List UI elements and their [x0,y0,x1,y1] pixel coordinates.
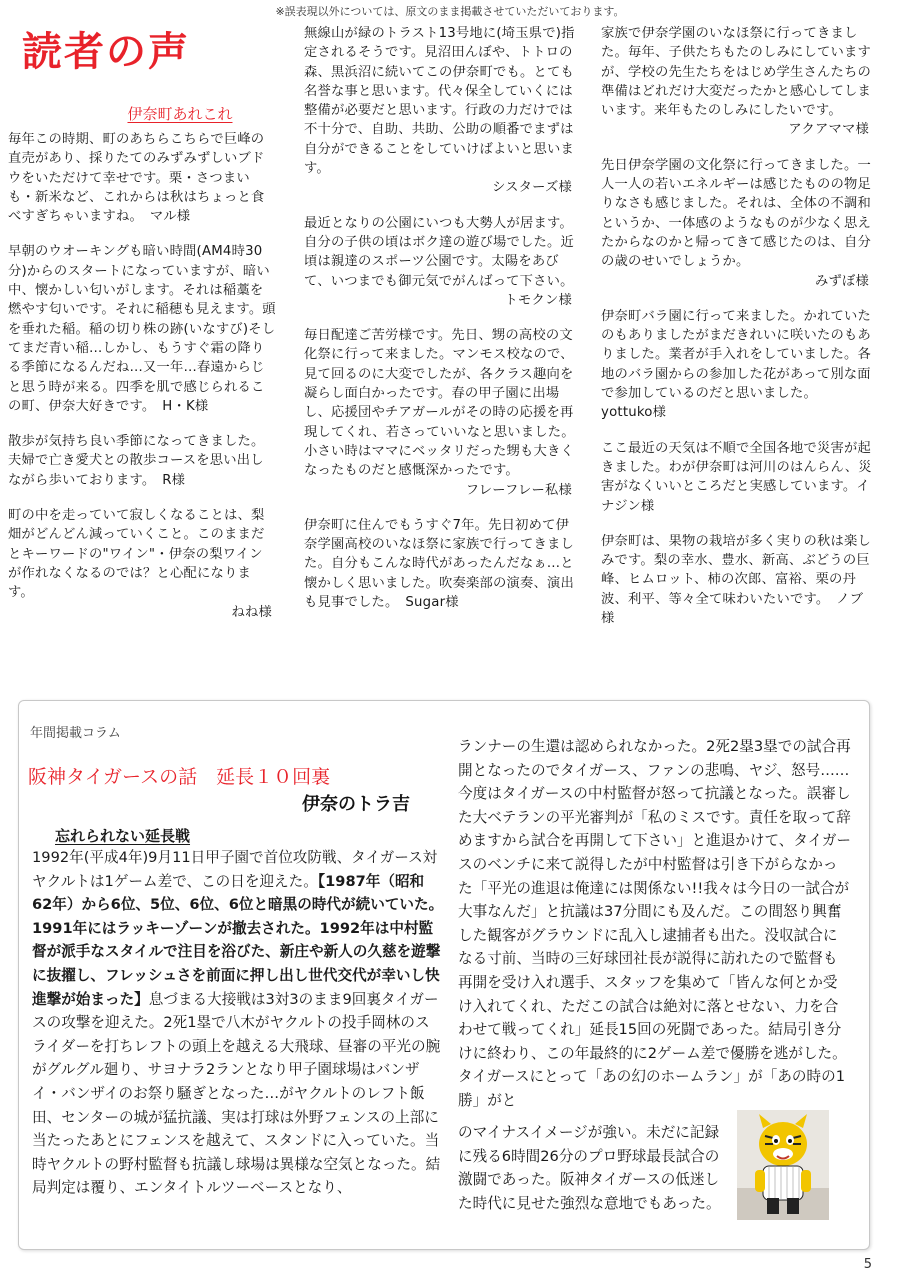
letter-signature: トモクン様 [504,292,572,308]
editorial-notice: ※誤表現以外については、原文のまま掲載させていただいております。 [275,5,625,18]
column-text-bold: 【1987年（昭和62年）から6位、5位、6位、6位と暗黒の時代が続いていた。1991年にはラッキーゾーンが撤去された。1992年は中村監督が派手なスタイルで注目を浴びた、新庄や新人の久慈を遊撃に抜擢し、フレッシュさを前面に押し出し世代交代が幸いし快進撃が始まった】 [32,872,444,1008]
letters-column-1 [8,130,276,638]
column-author: 伊奈のトラ吉 [302,794,410,815]
letter-text: 散歩が気持ち良い季節になってきました。夫婦で亡き愛犬との散歩コースを思い出しながら歩いております。 R様 [8,434,265,488]
letter [601,532,873,628]
column-title: 阪神タイガースの話 延長１０回裏 [28,766,331,788]
letter-text: 先日伊奈学園の文化祭に行ってきました。一人一人の若いエネルギーは感じたものの物足りなさも感じました。それは、全体の不調和というか、一体感のようなものが少なく思えたからなのかと帰ってきて感じたのは、自分の歳のせいでしょうか。 [601,157,871,270]
letters-column-2 [304,24,576,628]
column-box-label: 年間掲載コラム [30,726,121,741]
letter-signature: ねね様 [231,604,272,620]
letter [304,214,576,310]
letter [8,130,276,226]
letters-column-3 [601,24,873,644]
letter-text: 毎日配達ご苦労様です。先日、甥の高校の文化祭に行って来ました。マンモス校なので、見て回るのに大変でしたが、各クラス趣向を凝らし面白かったです。春の甲子園に出場し、応援団やチアガールがその時の応援を再現してくれ、若さっていいなと思いました。小さい時はママにベッタリだった甥も大きくなったものだと感慨深かったです。 [304,328,575,479]
tiger-mascot-photo [737,1110,829,1220]
column-section-heading: 忘れられない延長戦 [55,827,191,845]
letter-text: 家族で伊奈学園のいなほ祭に行ってきました。毎年、子供たちもたのしみにしていますが、学校の先生たちをはじめ学生さんたちの準備はどれだけ大変だったかと感心してしまいます。来年もたのしみにしたいです。 [601,26,871,119]
column-paragraph [32,846,444,1200]
letter [601,307,873,423]
letter-text: 毎年この時期、町のあちらこちらで巨峰の直売があり、採りたてのみずみずしいブドウをいただけて幸せです。栗・さつまいも・新米など、これからは秋はちょっと食べすぎちゃいますね。 マル様 [8,132,265,225]
letter [8,506,276,622]
letter [601,24,873,140]
letter-signature: フレーフレー私様 [465,482,572,498]
letter-text: 伊奈町は、果物の栽培が多く実りの秋は楽しみです。梨の幸水、豊水、新高、ぶどうの巨峰、ヒムロット、柿の次郎、富裕、栗の丹波、利平、等々全て味わいたいです。 ノブ様 [601,533,871,627]
column-body-right [458,735,852,1113]
letter-signature: シスターズ様 [492,180,572,196]
column-text: 1992年(平成4年)9月11日甲子園で首位攻防戦、タイガース対ヤクルトは1ゲーム差で、この日を迎えた。 [32,849,438,890]
letter [304,24,576,198]
column-paragraph: ランナーの生還は認められなかった。2死2塁3塁での試合再開となったのでタイガース、ファンの悲鳴、ヤジ、怒号……今度はタイガースの中村監督が怒って抗議となった。誤審した大ベテランの平光審判が「私のミスです。責任を取って辞めますから試合を再開して下さい」と進退かけて、タイガースのベンチに来て説得したが中村監督は引き下がらなかった「平光の進退は俺達には関係ない!!我々は今日の一試合が大事なんだ」と抗議は37分間にも及んだ。この間怒り興奮した観客がグラウンドに乱入し逮捕者も出た。没収試合になる寸前、当時の三好球団社長が説得に訪れたので監督も再開を受け入れ選手、スタッフを集めて「皆んな何とか受け入れてくれ、ただこの試合は絶対に落とせない、力を合わせて戦ってくれ」延長15回の死闘であった。結局引き分けに終わり、この年最終的に2ゲーム差で優勝を逃がした。タイガースにとって「あの幻のホームラン」が「あの時の1勝」がと [458,738,852,1109]
letter-signature: アクアママ様 [788,122,869,138]
letter-text: 早朝のウオーキングも暗い時間(AM4時30分)からのスタートになっていますが、暗い中、懐かしい匂いがします。それは稲藁を燃やす匂いです。それに稲穂も見えます。頭を垂れた稲。稲の切り株の跡(いなすび)そしてまだ青い稲…しかし、もうすぐ霜の降りる季節になるんだね…又一年…春遠からじと思う時が来る。四季を肌で感じられるこの町、伊奈大好きです。 H・K様 [8,244,276,414]
letter [8,432,276,490]
column-paragraph: のマイナスイメージが強い。未だに記録に残る6時間26分のプロ野球最長試合の激闘であった。阪神タイガースの低迷した時代に見せた強烈な意地でもあった。 [458,1124,721,1212]
page-title: 読者の声 [22,29,190,75]
section-subtitle: 伊奈町あれこれ [127,105,233,123]
letter-signature: みずぼ様 [815,273,869,289]
column-body-left [32,846,444,1200]
letter-text: 伊奈町バラ園に行って来ました。かれていたのもありましたがまだきれいに咲いたのもありました。業者が手入れをしていました。各地のバラ園からの参加した花があって別な面で参加しているのだと思いました。 yottuko様 [601,308,871,421]
letter [304,516,576,612]
column-text: 息づまる大接戦は3対3のまま9回裏タイガースの攻撃を迎えた。2死1塁で八木がヤクルトの投手岡林のスライダーを打ちレフトの頭上を越える大飛球、昼審の平光の腕がグルグル廻り、サヨナラ2ランとなり甲子園球場はバンザイ・バンザイのお祭り騒ぎとなった…がヤクルトのレフト飯田、センターの城が猛抗議、実は打球は外野フェンスの上部に当たったあとにフェンスを越えて、スタンドに入っていた。当時ヤクルトの野村監督も抗議し球場は異様な空気となった。結局判定は覆り、エンタイトルツーベースとなり、 [32,990,441,1197]
page-number: 5 [863,1257,872,1272]
letter [304,326,576,500]
column-body-right-tail [458,1121,728,1215]
letter-text: ここ最近の天気は不順で全国各地で災害が起きました。わが伊奈町は河川のはんらん、災害がなくいいところだと実感しています。イナジン様 [601,440,872,514]
letter [8,242,276,416]
letter-text: 最近となりの公園にいつも大勢人が居ます。自分の子供の頃はボク達の遊び場でした。近頃は親達のスポーツ公園です。太陽をあびて、いつまでも御元気でがんばって下さい。 [304,215,574,289]
letter [601,156,873,291]
letter-text: 伊奈町に住んでもうすぐ7年。先日初めて伊奈学園高校のいなほ祭に家族で行ってきました。自分もこんな時代があったんだなぁ…と懐かしく思いました。吹奏楽部の演奏、演出も見事でした。 Sugar様 [304,517,574,611]
letter [601,439,873,516]
letter-text: 無線山が緑のトラスト13号地に(埼玉県で)指定されるそうです。見沼田んぼや、トトロの森、黒浜沼に続いてこの伊奈町でも。とても名誉な事と思います。代々保全していくには整備が必要だと思います。行政の力だけでは不十分で、自助、共助、公助の順番でまずは自分ができることをしていけばよいと思います。 [304,26,575,177]
letter-text: 町の中を走っていて寂しくなることは、梨畑がどんどん減っていくこと。このままだとキーワードの"ワイン"・伊奈の梨ワインが作れなくなるのでは？と心配になります。 [8,508,265,601]
